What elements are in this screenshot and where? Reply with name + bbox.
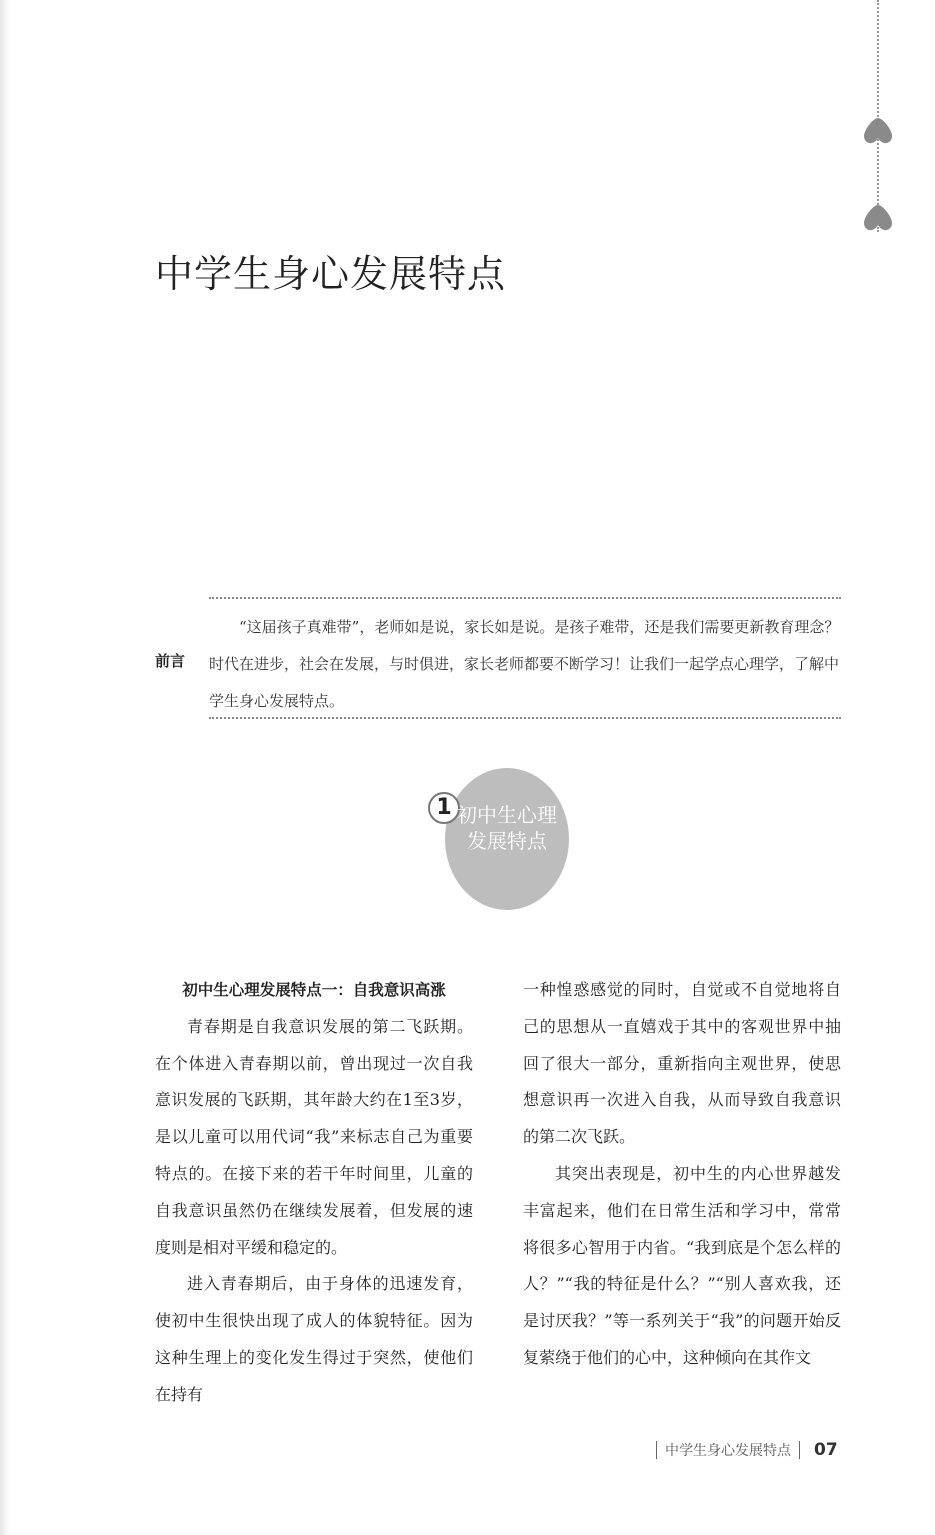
paragraph: 青春期是自我意识发展的第二飞跃期。在个体进入青春期以前，曾出现过一次自我意识发展的飞跃期，其年龄大约在1至3岁，是以儿童可以用代词“我”来标志自己为重要特点的。在接下来的若干年时间里，儿童的自我意识虽然仍在继续发展着，但发展的速度则是相对平缓和稳定的。 [155, 1016, 473, 1257]
preface-text: “这届孩子真难带”，老师如是说，家长如是说。是孩子难带，还是我们需要更新教育理念？时代在进步，社会在发展，与时俱进，家长老师都要不断学习！让我们一起学点心理学，了解中学生身心发展特点。 [209, 618, 840, 710]
preface-label: 前言 [155, 652, 186, 670]
preface-box [209, 597, 841, 719]
page-title: 中学生身心发展特点 [155, 252, 507, 296]
body-column-left [155, 972, 473, 1414]
subheading: 初中生心理发展特点一：自我意识高涨 [182, 981, 446, 999]
page-footer [656, 1437, 838, 1463]
section-title: 初中生心理发展特点 [457, 803, 557, 853]
paragraph: 一种惶惑感觉的同时，自觉或不自觉地将自己的思想从一直嬉戏于其中的客观世界中抽回了很大一部分，重新指向主观世界，使思想意识再一次进入自我，从而导致自我意识的第二次飞跃。 [523, 980, 841, 1147]
paragraph: 进入青春期后，由于身体的迅速发育，使初中生很快出现了成人的体貌特征。因为这种生理上的变化发生得过于突然，使他们在持有 [155, 1274, 473, 1404]
page-edge-shadow [0, 0, 10, 1535]
footer-divider [799, 1441, 800, 1459]
heart-icon [862, 203, 894, 233]
page-number: 07 [814, 1440, 838, 1460]
paragraph: 其突出表现是，初中生的内心世界越发丰富起来，他们在日常生活和学习中，常常将很多心智用于内省。“我到底是个怎么样的人？”“我的特征是什么？”“别人喜欢我，还是讨厌我？”等一系列关于“我”的问题开始反复萦绕于他们的心中，这种倾向在其作文 [523, 1163, 841, 1367]
running-title: 中学生身心发展特点 [665, 1443, 791, 1459]
section-number: 1 [428, 792, 460, 824]
heart-icon [862, 116, 894, 146]
body-column-right [523, 972, 841, 1377]
